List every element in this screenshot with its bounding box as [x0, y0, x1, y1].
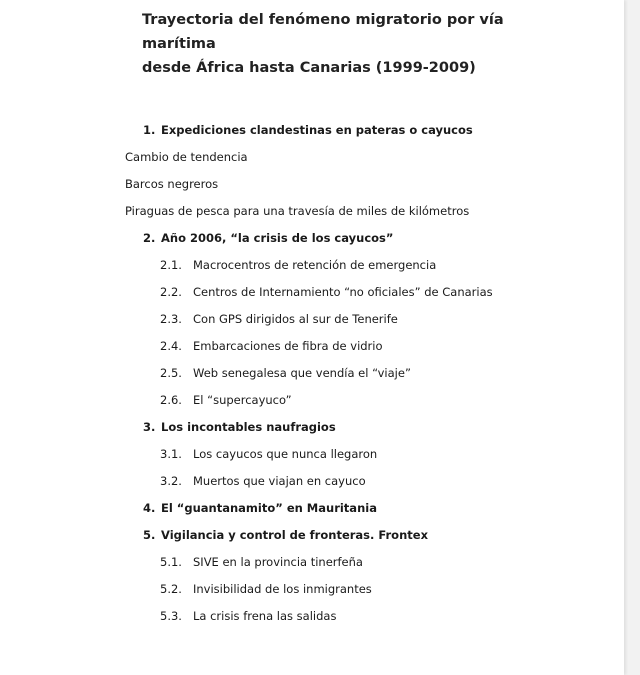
outline-number: 2.6. — [160, 393, 182, 407]
outline-heading — [143, 420, 336, 434]
outline-heading — [143, 123, 473, 137]
outline-text: Barcos negreros — [125, 177, 219, 191]
outline-number: 5.1. — [160, 555, 182, 569]
outline-heading — [143, 231, 393, 245]
outline-subitem — [160, 555, 363, 569]
outline-subitem — [160, 609, 336, 623]
outline-subitem — [160, 474, 366, 488]
outline-text: Los incontables naufragios — [161, 420, 336, 434]
title-line-2: desde África hasta Canarias (1999-2009) — [142, 60, 476, 76]
outline-text: Piraguas de pesca para una travesía de miles de kilómetros — [125, 204, 470, 218]
outline-heading — [143, 528, 428, 542]
outline-subitem — [160, 312, 398, 326]
outline-number: 5.2. — [160, 582, 182, 596]
outline-number: 2.2. — [160, 285, 182, 299]
title-line-1: Trayectoria del fenómeno migratorio por vía marítima — [142, 12, 504, 52]
outline-text: SIVE en la provincia tinerfeña — [193, 555, 363, 569]
outline-text: Los cayucos que nunca llegaron — [193, 447, 378, 461]
outline-text: Invisibilidad de los inmigrantes — [193, 582, 372, 596]
outline-number: 2.5. — [160, 366, 182, 380]
outline-paragraph — [125, 150, 248, 164]
outline-text: La crisis frena las salidas — [193, 609, 337, 623]
outline-text: El “guantanamito” en Mauritania — [161, 501, 377, 515]
outline-text: Macrocentros de retención de emergencia — [193, 258, 437, 272]
outline-subitem — [160, 582, 372, 596]
outline-number: 4. — [143, 501, 156, 515]
outline-text: Cambio de tendencia — [125, 150, 248, 164]
document-title — [142, 8, 572, 80]
outline-number: 2.3. — [160, 312, 182, 326]
outline-number: 3.1. — [160, 447, 182, 461]
outline-text: Expediciones clandestinas en pateras o cayucos — [161, 123, 473, 137]
outline-text: Embarcaciones de fibra de vidrio — [193, 339, 383, 353]
outline-number: 3. — [143, 420, 156, 434]
outline-heading — [143, 501, 377, 515]
outline-number: 2.1. — [160, 258, 182, 272]
outline-number: 3.2. — [160, 474, 182, 488]
outline-number: 1. — [143, 123, 156, 137]
outline-text: Vigilancia y control de fronteras. Frontex — [161, 528, 428, 542]
outline-number: 5.3. — [160, 609, 182, 623]
outline-subitem — [160, 285, 493, 299]
outline-text: Año 2006, “la crisis de los cayucos” — [161, 231, 394, 245]
outline-paragraph — [125, 177, 218, 191]
outline-number: 2.4. — [160, 339, 182, 353]
outline-paragraph — [125, 204, 469, 218]
outline-text: Con GPS dirigidos al sur de Tenerife — [193, 312, 398, 326]
outline-text: Centros de Internamiento “no oficiales” de Canarias — [193, 285, 493, 299]
outline-number: 5. — [143, 528, 156, 542]
outline-subitem — [160, 339, 383, 353]
outline-subitem — [160, 447, 377, 461]
outline-number: 2. — [143, 231, 156, 245]
outline-subitem — [160, 366, 411, 380]
outline-text: El “supercayuco” — [193, 393, 292, 407]
outline-text: Muertos que viajan en cayuco — [193, 474, 366, 488]
outline-subitem — [160, 258, 436, 272]
outline-subitem — [160, 393, 292, 407]
outline-text: Web senegalesa que vendía el “viaje” — [193, 366, 411, 380]
